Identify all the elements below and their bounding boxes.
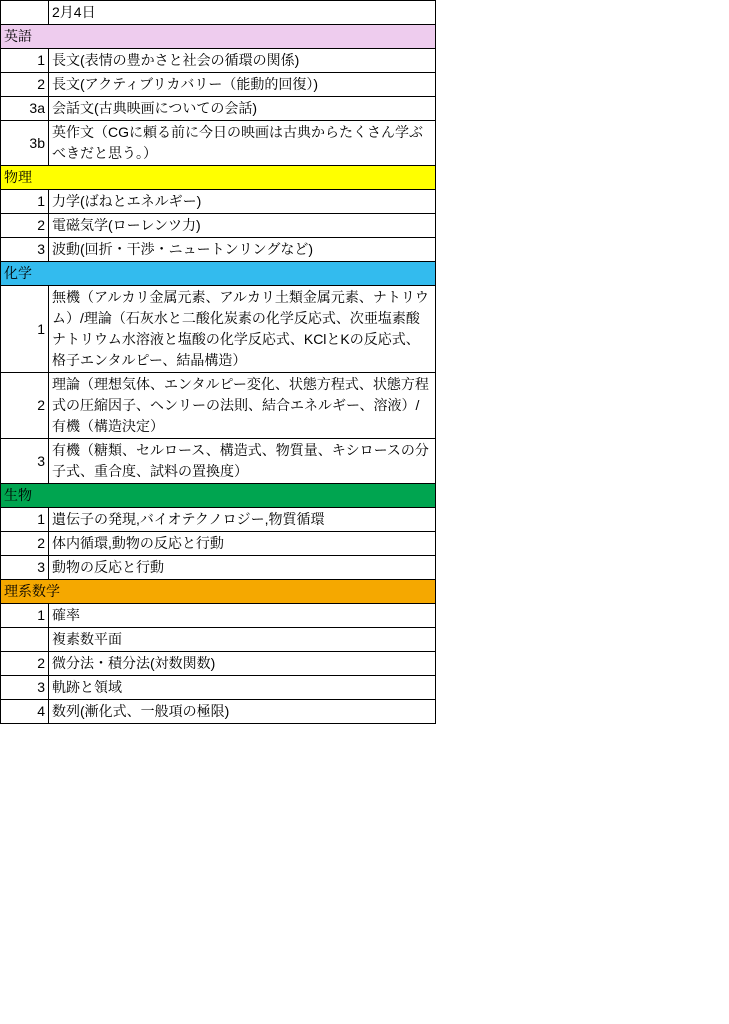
subject-header-row-math — [1, 580, 436, 604]
cell-number: 3a — [1, 97, 49, 121]
cell-number: 1 — [1, 286, 49, 373]
table-row — [1, 97, 436, 121]
subject-label-chemistry: 化学 — [1, 262, 436, 286]
cell-content: 確率 — [49, 604, 436, 628]
cell-content: 有機（糖類、セルロース、構造式、物質量、キシロースの分子式、重合度、試料の置換度） — [49, 439, 436, 484]
table-row — [1, 214, 436, 238]
cell-content: 遺伝子の発現,バイオテクノロジー,物質循環 — [49, 508, 436, 532]
cell-content: 電磁気学(ローレンツ力) — [49, 214, 436, 238]
cell-content: 軌跡と領域 — [49, 676, 436, 700]
table-row — [1, 508, 436, 532]
cell-number: 3 — [1, 238, 49, 262]
cell-number: 2 — [1, 73, 49, 97]
cell-content: 長文(アクティブリカバリー（能動的回復）) — [49, 73, 436, 97]
table-row — [1, 190, 436, 214]
subject-label-math: 理系数学 — [1, 580, 436, 604]
cell-number: 3 — [1, 556, 49, 580]
cell-number: 3 — [1, 676, 49, 700]
cell-number: 1 — [1, 49, 49, 73]
table-row-date — [1, 1, 436, 25]
table-row — [1, 238, 436, 262]
table-row — [1, 652, 436, 676]
subject-label-biology: 生物 — [1, 484, 436, 508]
table-row — [1, 73, 436, 97]
subject-header-row-english — [1, 25, 436, 49]
cell-content: 動物の反応と行動 — [49, 556, 436, 580]
cell-content: 複素数平面 — [49, 628, 436, 652]
cell-content: 体内循環,動物の反応と行動 — [49, 532, 436, 556]
table-row — [1, 676, 436, 700]
cell-content: 波動(回折・干渉・ニュートンリングなど) — [49, 238, 436, 262]
table-row — [1, 556, 436, 580]
cell-content: 理論（理想気体、エンタルピー変化、状態方程式、状態方程式の圧縮因子、ヘンリーの法則、結合エネルギー、溶液）/有機（構造決定） — [49, 373, 436, 439]
table-row — [1, 532, 436, 556]
cell-number: 1 — [1, 508, 49, 532]
cell-content: 会話文(古典映画についての会話) — [49, 97, 436, 121]
table-row — [1, 49, 436, 73]
cell-date: 2月4日 — [49, 1, 436, 25]
table-row — [1, 121, 436, 166]
cell-number: 3b — [1, 121, 49, 166]
cell-content: 無機（アルカリ金属元素、アルカリ土類金属元素、ナトリウム）/理論（石灰水と二酸化炭素の化学反応式、次亜塩素酸ナトリウム水溶液と塩酸の化学反応式、KClとKの反応式、格子エンタルピー、結晶構造） — [49, 286, 436, 373]
subject-header-row-biology — [1, 484, 436, 508]
cell-content: 英作文（CGに頼る前に今日の映画は古典からたくさん学ぶべきだと思う。） — [49, 121, 436, 166]
cell-content: 長文(表情の豊かさと社会の循環の関係) — [49, 49, 436, 73]
cell-number: 1 — [1, 604, 49, 628]
cell-number — [1, 628, 49, 652]
table-row — [1, 700, 436, 724]
cell-content: 微分法・積分法(対数関数) — [49, 652, 436, 676]
subject-header-row-chemistry — [1, 262, 436, 286]
exam-range-table — [0, 0, 436, 724]
cell-number: 2 — [1, 214, 49, 238]
table-row — [1, 286, 436, 373]
table-body — [1, 1, 436, 724]
table-row — [1, 439, 436, 484]
table-row — [1, 604, 436, 628]
cell-number: 2 — [1, 373, 49, 439]
cell-number: 3 — [1, 439, 49, 484]
table-row — [1, 373, 436, 439]
cell-number: 2 — [1, 532, 49, 556]
cell-empty — [1, 1, 49, 25]
cell-number: 2 — [1, 652, 49, 676]
table-row — [1, 628, 436, 652]
subject-header-row-physics — [1, 166, 436, 190]
subject-label-physics: 物理 — [1, 166, 436, 190]
cell-number: 4 — [1, 700, 49, 724]
cell-content: 力学(ばねとエネルギー) — [49, 190, 436, 214]
subject-label-english: 英語 — [1, 25, 436, 49]
cell-number: 1 — [1, 190, 49, 214]
cell-content: 数列(漸化式、一般項の極限) — [49, 700, 436, 724]
